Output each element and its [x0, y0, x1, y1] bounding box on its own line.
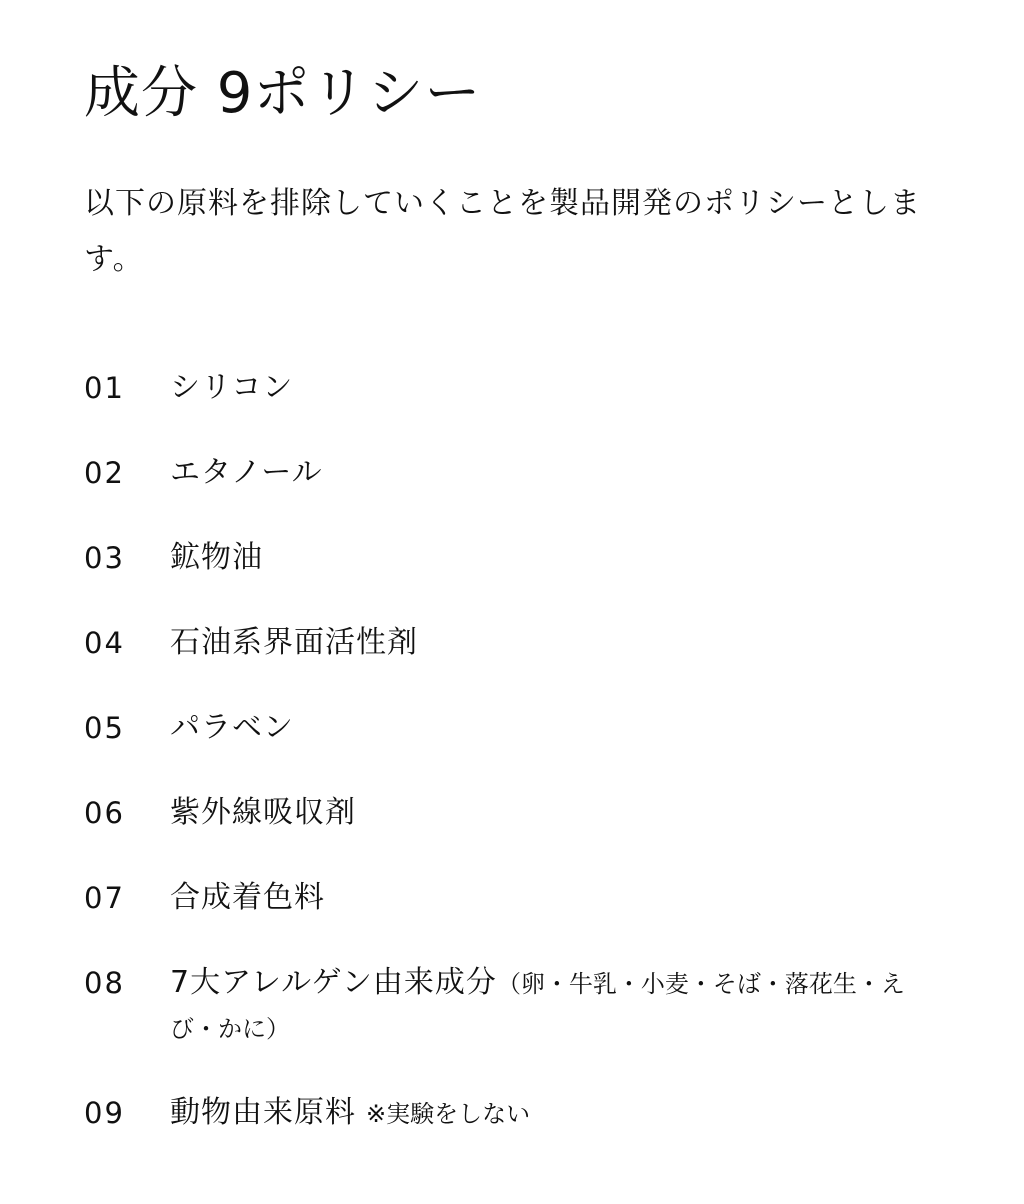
policy-number: 02 — [84, 456, 125, 490]
policy-name: パラベン — [170, 710, 294, 745]
policy-number: 03 — [84, 541, 125, 575]
intro-text: 以下の原料を排除していくことを製品開発のポリシーとします。 — [84, 186, 921, 277]
policy-name: シリコン — [170, 370, 294, 405]
policy-note: （卵・牛乳・小麦・そば・落花生・えび・かに） — [170, 970, 905, 1043]
policy-name: 動物由来原料 — [170, 1095, 356, 1130]
policy-description — [170, 1091, 950, 1136]
policy-name: エタノール — [170, 455, 323, 490]
policy-description — [170, 961, 950, 1051]
policy-name: 合成着色料 — [170, 880, 325, 915]
page-title: 成分 9ポリシー — [84, 61, 482, 126]
policy-note: ※実験をしない — [366, 1100, 531, 1128]
policy-name: 紫外線吸収剤 — [170, 795, 356, 830]
policy-number: 06 — [84, 796, 125, 830]
policy-number: 08 — [84, 966, 125, 1000]
policy-name: 鉱物油 — [170, 540, 263, 575]
policy-name: 7大アレルゲン由来成分 — [170, 965, 497, 1000]
policy-name: 石油系界面活性剤 — [170, 625, 418, 660]
policy-number: 05 — [84, 711, 125, 745]
policy-number: 07 — [84, 881, 125, 915]
policy-number: 04 — [84, 626, 125, 660]
policy-number: 01 — [84, 371, 125, 405]
policy-number: 09 — [84, 1096, 125, 1130]
